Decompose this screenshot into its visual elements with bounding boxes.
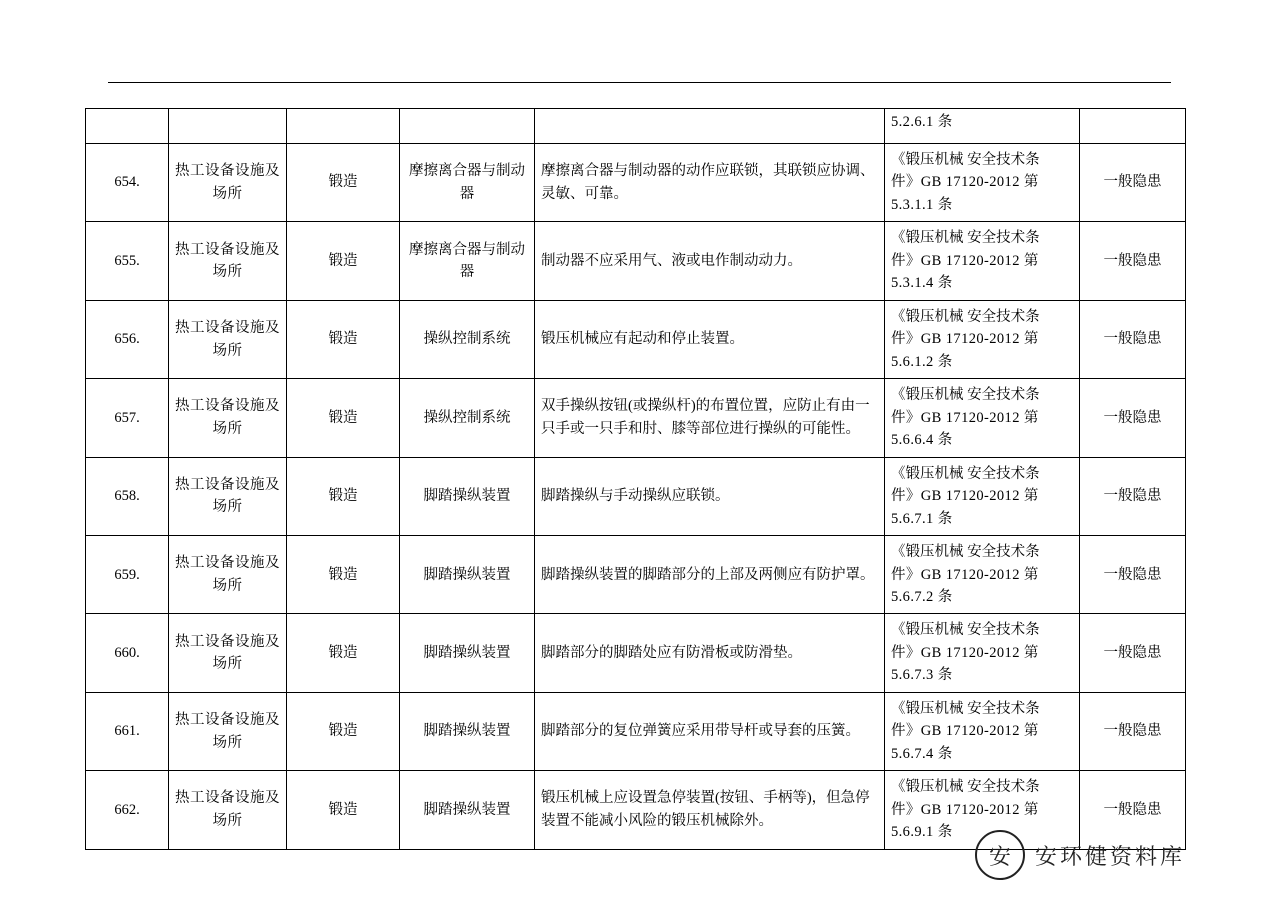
reference-line-3: 5.6.6.4 条 <box>891 432 953 449</box>
cell-description: 摩擦离合器与制动器的动作应联锁，其联锁应协调、灵敏、可靠。 <box>535 144 885 222</box>
reference-line-1: 《锻压机械 安全技术条 <box>891 387 1040 404</box>
cell-item: 脚踏操纵装置 <box>400 692 535 770</box>
cell-number: 661. <box>86 692 169 770</box>
reference-line-2: 件》GB 17120-2012 第 <box>891 566 1039 583</box>
reference-line-1: 《锻压机械 安全技术条 <box>891 622 1040 639</box>
cell-level: 一般隐患 <box>1080 379 1186 457</box>
cell-item: 操纵控制系统 <box>400 300 535 378</box>
cell-industry <box>287 109 400 144</box>
cell-description: 脚踏部分的复位弹簧应采用带导杆或导套的压簧。 <box>535 692 885 770</box>
cell-description: 锻压机械上应设置急停装置(按钮、手柄等)，但急停装置不能减小风险的锻压机械除外。 <box>535 771 885 849</box>
reference-line-3: 5.6.7.2 条 <box>891 588 953 605</box>
cell-description: 双手操纵按钮(或操纵杆)的布置位置，应防止有由一只手或一只手和肘、膝等部位进行操纵的可能性。 <box>535 379 885 457</box>
cell-reference <box>885 692 1080 770</box>
reference-line-1: 《锻压机械 安全技术条 <box>891 465 1040 482</box>
reference-line-1: 《锻压机械 安全技术条 <box>891 544 1040 561</box>
cell-description: 脚踏操纵与手动操纵应联锁。 <box>535 457 885 535</box>
cell-description: 脚踏部分的脚踏处应有防滑板或防滑垫。 <box>535 614 885 692</box>
cell-category: 热工设备设施及场所 <box>169 300 287 378</box>
table-row <box>86 692 1186 770</box>
cell-reference <box>885 144 1080 222</box>
reference-line-2: 件》GB 17120-2012 第 <box>891 723 1039 740</box>
reference-line-1: 《锻压机械 安全技术条 <box>891 779 1040 796</box>
cell-industry: 锻造 <box>287 614 400 692</box>
cell-industry: 锻造 <box>287 536 400 614</box>
table-row <box>86 222 1186 300</box>
cell-level: 一般隐患 <box>1080 144 1186 222</box>
cell-number: 660. <box>86 614 169 692</box>
reference-line-1: 《锻压机械 安全技术条 <box>891 152 1040 168</box>
table-row <box>86 536 1186 614</box>
hazard-checklist-table-wrap <box>85 108 1185 850</box>
table-row <box>86 457 1186 535</box>
reference-line-2: 件》GB 17120-2012 第 <box>891 409 1039 426</box>
cell-reference <box>885 222 1080 300</box>
reference-line-1: 《锻压机械 安全技术条 <box>891 700 1040 717</box>
cell-industry: 锻造 <box>287 222 400 300</box>
cell-reference <box>885 536 1080 614</box>
reference-line-3: 5.6.7.4 条 <box>891 745 953 762</box>
cell-description: 锻压机械应有起动和停止装置。 <box>535 300 885 378</box>
reference-line-2: 件》GB 17120-2012 第 <box>891 488 1039 505</box>
reference-line-2: 件》GB 17120-2012 第 <box>891 331 1039 348</box>
cell-reference <box>885 109 1080 144</box>
cell-level: 一般隐患 <box>1080 457 1186 535</box>
cell-item: 脚踏操纵装置 <box>400 457 535 535</box>
reference-line-2: 件》GB 17120-2012 第 <box>891 174 1039 191</box>
cell-category: 热工设备设施及场所 <box>169 614 287 692</box>
cell-level: 一般隐患 <box>1080 222 1186 300</box>
cell-category: 热工设备设施及场所 <box>169 144 287 222</box>
cell-category: 热工设备设施及场所 <box>169 379 287 457</box>
cell-reference <box>885 300 1080 378</box>
table-row <box>86 379 1186 457</box>
reference-line-3: 5.3.1.1 条 <box>891 196 953 213</box>
reference-line-1: 《锻压机械 安全技术条 <box>891 308 1040 325</box>
reference-line: 5.2.6.1 条 <box>891 114 953 130</box>
reference-line-3: 5.6.9.1 条 <box>891 824 953 841</box>
cell-industry: 锻造 <box>287 692 400 770</box>
cell-level: 一般隐患 <box>1080 536 1186 614</box>
cell-number: 655. <box>86 222 169 300</box>
cell-number: 659. <box>86 536 169 614</box>
cell-item: 脚踏操纵装置 <box>400 536 535 614</box>
table-row <box>86 300 1186 378</box>
cell-description: 脚踏操纵装置的脚踏部分的上部及两侧应有防护罩。 <box>535 536 885 614</box>
cell-item: 摩擦离合器与制动器 <box>400 222 535 300</box>
cell-industry: 锻造 <box>287 379 400 457</box>
cell-level: 一般隐患 <box>1080 692 1186 770</box>
reference-line-3: 5.6.1.2 条 <box>891 353 953 370</box>
reference-line-3: 5.6.7.3 条 <box>891 667 953 684</box>
reference-line-3: 5.3.1.4 条 <box>891 275 953 292</box>
cell-category <box>169 109 287 144</box>
cell-category: 热工设备设施及场所 <box>169 457 287 535</box>
cell-industry: 锻造 <box>287 144 400 222</box>
logo-circle-icon: 安 <box>975 830 1025 880</box>
cell-industry: 锻造 <box>287 771 400 849</box>
cell-item: 脚踏操纵装置 <box>400 614 535 692</box>
reference-line-2: 件》GB 17120-2012 第 <box>891 644 1039 661</box>
cell-category: 热工设备设施及场所 <box>169 536 287 614</box>
header-rule <box>108 82 1171 83</box>
table-row <box>86 144 1186 222</box>
cell-level: 一般隐患 <box>1080 771 1186 849</box>
reference-line-3: 5.6.7.1 条 <box>891 510 953 527</box>
cell-reference <box>885 379 1080 457</box>
cell-category: 热工设备设施及场所 <box>169 692 287 770</box>
cell-industry: 锻造 <box>287 300 400 378</box>
cell-number <box>86 109 169 144</box>
cell-number: 656. <box>86 300 169 378</box>
hazard-checklist-table <box>85 108 1186 850</box>
cell-item: 摩擦离合器与制动器 <box>400 144 535 222</box>
cell-reference <box>885 614 1080 692</box>
cell-item <box>400 109 535 144</box>
cell-level: 一般隐患 <box>1080 300 1186 378</box>
table-row <box>86 614 1186 692</box>
cell-description: 制动器不应采用气、液或电作制动动力。 <box>535 222 885 300</box>
cell-level <box>1080 109 1186 144</box>
cell-number: 654. <box>86 144 169 222</box>
reference-line-2: 件》GB 17120-2012 第 <box>891 252 1039 269</box>
cell-number: 658. <box>86 457 169 535</box>
cell-category: 热工设备设施及场所 <box>169 771 287 849</box>
cell-description <box>535 109 885 144</box>
watermark-logo <box>975 820 1225 890</box>
table-row-continuation <box>86 109 1186 144</box>
cell-item: 操纵控制系统 <box>400 379 535 457</box>
cell-industry: 锻造 <box>287 457 400 535</box>
cell-reference <box>885 457 1080 535</box>
reference-line-1: 《锻压机械 安全技术条 <box>891 230 1040 247</box>
logo-text: 安环健资料库 <box>1035 843 1186 869</box>
cell-number: 662. <box>86 771 169 849</box>
cell-number: 657. <box>86 379 169 457</box>
cell-category: 热工设备设施及场所 <box>169 222 287 300</box>
cell-level: 一般隐患 <box>1080 614 1186 692</box>
reference-line-2: 件》GB 17120-2012 第 <box>891 801 1039 818</box>
cell-item: 脚踏操纵装置 <box>400 771 535 849</box>
